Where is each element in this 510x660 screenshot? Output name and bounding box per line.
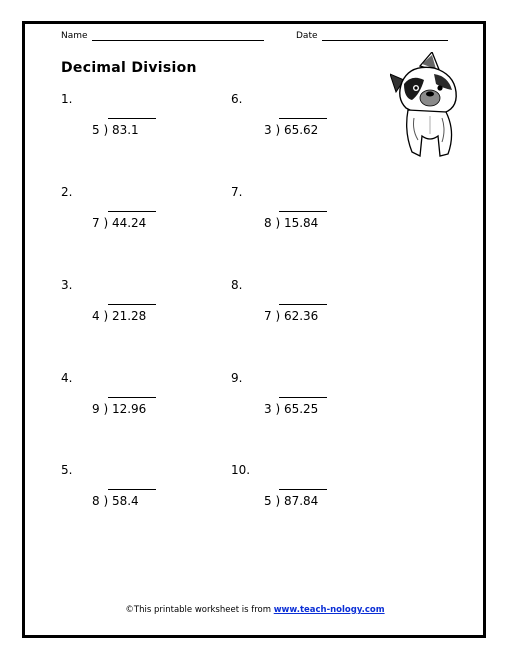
problem-4-division-bar (108, 397, 156, 398)
problem-4-dividend: 12.96 (111, 402, 147, 416)
problem-8-dividend: 62.36 (283, 309, 319, 323)
problem-3-dividend: 21.28 (111, 309, 147, 323)
problem-5-dividend: 58.4 (111, 494, 139, 508)
name-field[interactable] (61, 31, 264, 41)
problem-8-number: 8. (231, 278, 243, 292)
problem-1-divisor: 5 (92, 123, 100, 137)
problem-9-number: 9. (231, 371, 243, 385)
dog-illustration-icon (390, 52, 470, 158)
problem-10-division-bar (279, 489, 327, 490)
problem-6: 3 ) 65.62 (264, 123, 319, 137)
problem-7-division-bar (279, 211, 327, 212)
date-field[interactable] (296, 31, 448, 41)
footer-credit (0, 605, 510, 615)
date-label: Date (296, 31, 318, 41)
problem-1-dividend: 83.1 (111, 123, 139, 137)
problem-9: 3 ) 65.25 (264, 402, 319, 416)
problem-1-number: 1. (61, 92, 73, 106)
problem-3: 4 ) 21.28 (92, 309, 147, 323)
problem-9-division-bar (279, 397, 327, 398)
problem-2-division-bar (108, 211, 156, 212)
problem-7-divisor: 8 (264, 216, 272, 230)
footer-prefix: ©This printable worksheet is from (125, 605, 274, 615)
problem-7-number: 7. (231, 185, 243, 199)
problem-5-division-bar (108, 489, 156, 490)
problem-8-division-bar (279, 304, 327, 305)
problem-9-dividend: 65.25 (283, 402, 319, 416)
name-blank-line[interactable] (92, 31, 264, 41)
problem-2-dividend: 44.24 (111, 216, 147, 230)
problem-4: 9 ) 12.96 (92, 402, 147, 416)
problem-3-number: 3. (61, 278, 73, 292)
problem-2: 7 ) 44.24 (92, 216, 147, 230)
problem-7-dividend: 15.84 (283, 216, 319, 230)
problem-6-division-bar (279, 118, 327, 119)
date-blank-line[interactable] (322, 31, 448, 41)
problem-9-divisor: 3 (264, 402, 272, 416)
problem-10-dividend: 87.84 (283, 494, 319, 508)
name-label: Name (61, 31, 88, 41)
problem-1: 5 ) 83.1 (92, 123, 139, 137)
problem-5-divisor: 8 (92, 494, 100, 508)
problem-6-divisor: 3 (264, 123, 272, 137)
problem-2-number: 2. (61, 185, 73, 199)
problem-10: 5 ) 87.84 (264, 494, 319, 508)
problem-2-divisor: 7 (92, 216, 100, 230)
problem-7: 8 ) 15.84 (264, 216, 319, 230)
problem-6-dividend: 65.62 (283, 123, 319, 137)
problem-3-divisor: 4 (92, 309, 100, 323)
problem-5: 8 ) 58.4 (92, 494, 139, 508)
problem-1-division-bar (108, 118, 156, 119)
problem-4-divisor: 9 (92, 402, 100, 416)
problem-4-number: 4. (61, 371, 73, 385)
problem-3-division-bar (108, 304, 156, 305)
problem-6-number: 6. (231, 92, 243, 106)
problem-8: 7 ) 62.36 (264, 309, 319, 323)
worksheet-title: Decimal Division (61, 60, 197, 76)
problem-5-number: 5. (61, 463, 73, 477)
footer-link[interactable]: www.teach-nology.com (273, 605, 385, 615)
problem-10-divisor: 5 (264, 494, 272, 508)
problem-8-divisor: 7 (264, 309, 272, 323)
problem-10-number: 10. (231, 463, 251, 477)
